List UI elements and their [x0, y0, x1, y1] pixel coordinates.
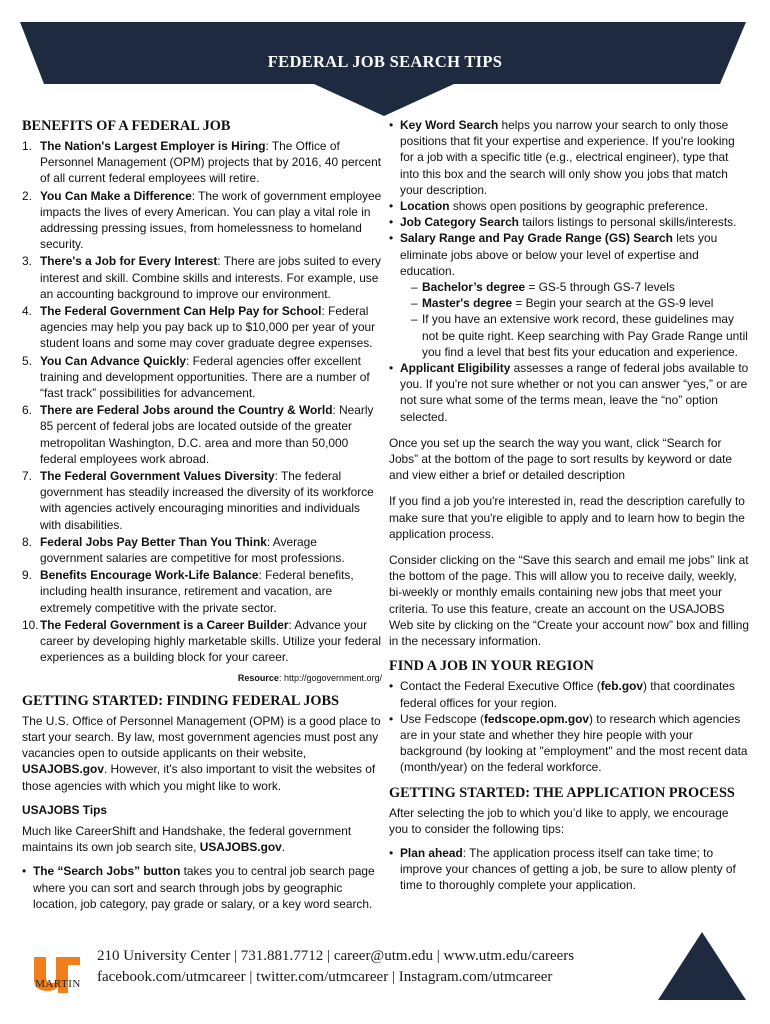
- benefits-heading: BENEFITS OF A FEDERAL JOB: [22, 118, 231, 134]
- list-item: • Job Category Search tailors listings to personal skills/interests.: [389, 214, 749, 230]
- list-item: • Location shows open positions by geographic preference.: [389, 198, 749, 214]
- list-item: 1. The Nation's Largest Employer is Hiring: The Office of Personnel Management (OPM) projects that by 2016, 40 percent of all current federal employees will retire.: [22, 139, 382, 186]
- left-column: [22, 117, 382, 912]
- footer-contact: [97, 946, 574, 988]
- resource-line: Resource: http://gogovernment.org/: [237, 672, 382, 683]
- list-item: 6. There are Federal Jobs around the Country & World: Nearly 85 percent of federal jobs are located outside of the greater metropolitan Washington, D.C. area and more than 50,000 federal employees work abroad.: [22, 403, 374, 466]
- list-item: 10. The Federal Government is a Career Builder: Advance your career by developing highly marketable skills. Utilize your federal experiences as a building block for your career.: [22, 617, 382, 665]
- application-list: [389, 845, 749, 894]
- page-title: FEDERAL JOB SEARCH TIPS: [267, 52, 503, 71]
- footer-line-2: facebook.com/utmcareer | twitter.com/utmcareer | Instagram.com/utmcareer: [97, 969, 553, 985]
- list-item: 7. The Federal Government Values Diversity: The federal government has steadily increased the diversity of its workforce with agencies actively encouraging minorities and individuals with disabilities.: [22, 469, 374, 532]
- right-column: [389, 117, 749, 894]
- list-item: 8. Federal Jobs Pay Better Than You Think: Average government salaries are competitive for most professions.: [22, 534, 345, 566]
- list-item: • Contact the Federal Executive Office (feb.gov) that coordinates federal offices for your region.: [389, 678, 749, 710]
- list-item: – Master's degree = Begin your search at the GS-9 level: [411, 295, 749, 311]
- application-heading: GETTING STARTED: THE APPLICATION PROCESS: [389, 784, 735, 801]
- list-item: • Applicant Eligibility assesses a range of federal jobs available to you. If you're not sure whether or not you can answer “yes,” or are not sure what some of the terms mean, leave the “no” option selected.: [389, 360, 749, 425]
- ut-logo-icon: [32, 944, 82, 1006]
- interest-paragraph: If you find a job you're interested in, read the description carefully to make sure that you're eligible to apply and to learn how to begin the application process.: [389, 494, 745, 541]
- header-banner: [0, 0, 770, 118]
- usajobs-tips-heading: USAJOBS Tips: [22, 802, 108, 817]
- list-item: – Bachelor’s degree = GS-5 through GS-7 levels: [411, 279, 749, 295]
- footer-line-1: 210 University Center | 731.881.7712 | career@utm.edu | www.utm.edu/careers: [97, 948, 575, 964]
- save-search-paragraph: Consider clicking on the “Save this search and email me jobs” link at the bottom of the page. This will allow you to receive daily, weekly, bi-weekly or monthly emails containing new jobs that meet your criteria. To use this feature, create an account on the USAJOBS Web site by clicking on the “Create your account now” box and filling in the necessary information.: [389, 553, 749, 649]
- list-item: 9. Benefits Encourage Work-Life Balance: Federal benefits, including health insurance, retirement and vacation, are extremely competitive with the private sector.: [22, 568, 354, 615]
- list-item: • The “Search Jobs” button takes you to central job search page where you can sort and search through jobs by geographic location, job category, pay grade or salary, or a key word search.: [22, 863, 382, 912]
- usajobs-paragraph: Much like CareerShift and Handshake, the federal government maintains its own job search site, USAJOBS.gov.: [22, 823, 352, 855]
- list-item: 5. You Can Advance Quickly: Federal agencies offer excellent training and development opportunities. There are a number of “fast track” possibilities for advancement.: [22, 353, 370, 401]
- finding-heading: GETTING STARTED: FINDING FEDERAL JOBS: [22, 692, 340, 709]
- list-item: 3. There's a Job for Every Interest: There are jobs suited to every interest and skill. Combine skills and interests. For example, use an accounting background to improve our environment.: [22, 254, 381, 301]
- list-item: • Plan ahead: The application process itself can take time; to improve your chances of getting a job, be sure to allow plenty of time to thoroughly complete your application.: [389, 845, 749, 894]
- list-item: • Key Word Search helps you narrow your search to only those positions that fit your expertise and experience. If you're looking for a job with a specific title (e.g., electrical engineer), type that into this box and the search will only show you jobs that match your description.: [389, 117, 749, 198]
- grade-guidelines-list: [400, 279, 749, 360]
- logo-text: MARTIN: [35, 978, 81, 990]
- list-item: • Use Fedscope (fedscope.opm.gov) to research which agencies are in your state and whether they hire people with your background (by looking at "employment" and the most recent data (month/year) on the federal workforce.: [389, 711, 749, 776]
- search-jobs-list: [22, 863, 382, 912]
- corner-triangle: [656, 928, 748, 1004]
- region-heading: FIND A JOB IN YOUR REGION: [389, 658, 594, 675]
- list-item: 4. The Federal Government Can Help Pay for School: Federal agencies may help you pay back up to $10,000 per year of your student loans and some may cover graduate degree expenses.: [22, 304, 376, 351]
- list-item: • Salary Range and Pay Grade Range (GS) Search lets you eliminate jobs above or below your level of expertise and education. – Bachelor’s degree = GS-5 through GS-7 levels – Master's degree = Begin your search at the GS-9 level – If you have an extensive work record, these guidelines may not be quite right. Keep searching with Pay Grade Range until you find a level that best fits your education and experience.: [389, 230, 749, 360]
- benefits-list: [22, 138, 382, 666]
- list-item: 2. You Can Make a Difference: The work of government employee impacts the lives of every American. You can play a vital role in addressing pressing issues, from homelessness to homeland security.: [22, 188, 382, 252]
- application-intro: After selecting the job to which you’d like to apply, we encourage you to consider the following tips:: [389, 805, 729, 836]
- search-options-list: [389, 117, 749, 425]
- region-list: [389, 678, 749, 775]
- list-item: – If you have an extensive work record, these guidelines may not be quite right. Keep searching with Pay Grade Range until you find a level that best fits your education and experience.: [411, 311, 749, 360]
- search-paragraph: Once you set up the search the way you want, click “Search for Jobs” at the bottom of the page to sort results by keyword or date and view either a brief or detailed description: [389, 435, 733, 483]
- finding-paragraph: The U.S. Office of Personnel Management (OPM) is a good place to start your search. By law, most government agencies must post any vacancies open to outside applicants on their website, USAJOBS.gov. However, it's also important to visit the websites of those agencies with which you might like to work.: [22, 713, 381, 793]
